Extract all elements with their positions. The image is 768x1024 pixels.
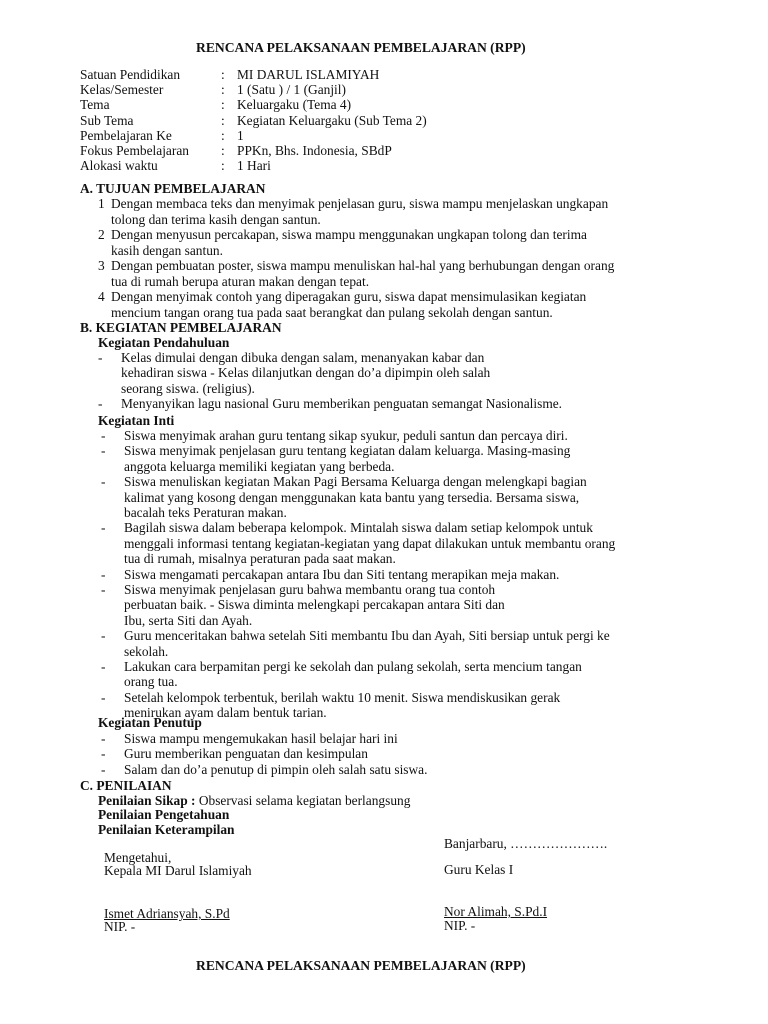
objective-line: Dengan menyimak contoh yang diperagakan guru, siswa dapat mensimulasikan kegiatan [111, 289, 587, 304]
list-item-line: kehadiran siswa - Kelas dilanjutkan dengan do’a dipimpin oleh salah [121, 365, 491, 381]
bullet-dash: - [101, 443, 106, 459]
signature-right-role: Guru Kelas I [444, 862, 514, 877]
bullet-dash: - [101, 566, 106, 582]
identity-separator: : [221, 97, 225, 113]
identity-label: Satuan Pendidikan [80, 67, 181, 82]
list-item-line: Siswa menyimak penjelasan guru tentang kegiatan dalam keluarga. Masing-masing [124, 443, 571, 459]
list-item-line: Kelas dimulai dengan dibuka dengan salam, menanyakan kabar dan [121, 350, 485, 365]
list-item-line: anggota keluarga memiliki kegiatan yang berbeda. [124, 458, 395, 474]
identity-label: Pembelajaran Ke [80, 127, 172, 143]
bullet-dash: - [101, 628, 106, 644]
identity-value: PPKn, Bhs. Indonesia, SBdP [237, 143, 392, 158]
identity-separator: : [221, 112, 225, 128]
pendahuluan-heading: Kegiatan Pendahuluan [98, 335, 230, 350]
objective-line: Dengan membaca teks dan menyimak penjelasan guru, siswa mampu menjelaskan ungkapan [111, 196, 609, 211]
identity-value: Kegiatan Keluargaku (Sub Tema 2) [237, 112, 427, 128]
bullet-dash: - [101, 731, 106, 746]
penutup-heading: Kegiatan Penutup [98, 715, 202, 730]
identity-label: Fokus Pembelajaran [80, 143, 189, 158]
list-item-line: Guru memberikan penguatan dan kesimpulan [124, 746, 368, 762]
identity-value: 1 [237, 127, 244, 143]
identity-separator: : [221, 127, 225, 143]
bullet-dash: - [101, 474, 106, 490]
list-item-line: tua di rumah, misalnya peraturan pada saat makan. [124, 551, 396, 567]
list-item-line: Lakukan cara berpamitan pergi ke sekolah dan pulang sekolah, serta mencium tangan [124, 659, 582, 674]
list-item-line: Ibu, serta Siti dan Ayah. [124, 612, 253, 628]
list-item-line: Siswa mampu mengemukakan hasil belajar hari ini [124, 731, 398, 746]
identity-label: Sub Tema [80, 112, 134, 128]
penilaian-keterampilan: Penilaian Keterampilan [98, 822, 235, 837]
identity-separator: : [221, 158, 225, 174]
objective-line: Dengan pembuatan poster, siswa mampu menuliskan hal-hal yang berhubungan dengan orang [111, 258, 615, 273]
objective-number: 1 [98, 196, 105, 211]
signature-right-nip: NIP. - [444, 918, 476, 933]
objective-line: Dengan menyusun percakapan, siswa mampu menggunakan ungkapan tolong dan terima [111, 227, 587, 242]
objective-number: 2 [98, 227, 105, 242]
penilaian-sikap-label: Penilaian Sikap : [98, 793, 196, 808]
bullet-dash: - [101, 746, 106, 762]
identity-label: Alokasi waktu [80, 158, 158, 174]
identity-separator: : [221, 67, 225, 82]
signature-left-line1: Mengetahui, [104, 850, 172, 865]
section-c-heading: C. PENILAIAN [80, 778, 172, 793]
list-item-line: seorang siswa. (religius). [121, 380, 255, 396]
signature-left-name: Ismet Adriansyah, S.Pd [104, 906, 230, 921]
list-item-line: Menyanyikan lagu nasional Guru memberikan penguatan semangat Nasionalisme. [121, 396, 563, 412]
signature-left-line2: Kepala MI Darul Islamiyah [104, 863, 252, 878]
identity-label: Kelas/Semester [80, 82, 164, 98]
identity-value: 1 Hari [237, 158, 271, 174]
penilaian-sikap [98, 793, 410, 808]
identity-value: MI DARUL ISLAMIYAH [237, 67, 380, 82]
identity-label: Tema [80, 97, 110, 113]
list-item-line: kalimat yang kosong dengan menggunakan kata bantu yang tersedia. Bersama siswa, [124, 489, 580, 505]
bullet-dash: - [101, 689, 106, 705]
bullet-dash: - [101, 428, 106, 443]
list-item-line: perbuatan baik. - Siswa diminta melengkapi percakapan antara Siti dan [124, 597, 505, 613]
list-item-line: orang tua. [124, 674, 178, 690]
bullet-dash: - [101, 761, 106, 777]
list-item-line: sekolah. [124, 643, 169, 659]
objective-line: mencium tangan orang tua pada saat berangkat dan pulang sekolah dengan santun. [111, 304, 553, 320]
section-a-heading: A. TUJUAN PEMBELAJARAN [80, 181, 266, 196]
identity-value: 1 (Satu ) / 1 (Ganjil) [237, 82, 346, 98]
objective-line: tua di rumah berupa aturan makan dengan tepat. [111, 273, 370, 289]
penilaian-sikap-value: Observasi selama kegiatan berlangsung [195, 793, 411, 808]
list-item-line: Setelah kelompok terbentuk, berilah waktu 10 menit. Siswa mendiskusikan gerak [124, 689, 561, 705]
list-item-line: menggali informasi tentang kegiatan-kegiatan yang dapat dilakukan untuk membantu orang [124, 535, 616, 551]
bullet-dash: - [98, 350, 103, 365]
objective-line: tolong dan terima kasih dengan santun. [111, 211, 321, 227]
list-item-line: menirukan ayam dalam bentuk tarian. [124, 705, 327, 721]
objective-number: 3 [98, 258, 105, 273]
section-b-heading: B. KEGIATAN PEMBELAJARAN [80, 320, 282, 335]
list-item-line: Salam dan do’a penutup di pimpin oleh salah satu siswa. [124, 761, 428, 777]
objective-line: kasih dengan santun. [111, 242, 223, 258]
bullet-dash: - [101, 520, 106, 536]
list-item-line: bacalah teks Peraturan makan. [124, 505, 287, 520]
signature-right-name: Nor Alimah, S.Pd.I [444, 904, 548, 919]
page-title: RENCANA PELAKSANAAN PEMBELAJARAN (RPP) [196, 40, 526, 55]
bullet-dash: - [101, 659, 106, 674]
inti-heading: Kegiatan Inti [98, 413, 175, 428]
list-item-line: Siswa menyimak penjelasan guru bahwa membantu orang tua contoh [124, 582, 496, 597]
bullet-dash: - [101, 582, 106, 597]
objective-number: 4 [98, 289, 105, 304]
identity-value: Keluargaku (Tema 4) [237, 97, 352, 113]
footer-title: RENCANA PELAKSANAAN PEMBELAJARAN (RPP) [196, 958, 526, 973]
list-item-line: Bagilah siswa dalam beberapa kelompok. Mintalah siswa dalam setiap kelompok untuk [124, 520, 593, 536]
identity-separator: : [221, 143, 225, 158]
bullet-dash: - [98, 396, 103, 412]
penilaian-pengetahuan: Penilaian Pengetahuan [98, 807, 230, 822]
signature-left-nip: NIP. - [104, 919, 136, 934]
list-item-line: Siswa menyimak arahan guru tentang sikap syukur, peduli santun dan percaya diri. [124, 428, 568, 443]
place-date: Banjarbaru, …………………. [444, 836, 608, 851]
list-item-line: Siswa mengamati percakapan antara Ibu dan Siti tentang merapikan meja makan. [124, 566, 560, 582]
identity-separator: : [221, 82, 225, 98]
list-item-line: Siswa menuliskan kegiatan Makan Pagi Bersama Keluarga dengan melengkapi bagian [124, 474, 587, 490]
list-item-line: Guru menceritakan bahwa setelah Siti membantu Ibu dan Ayah, Siti bersiap untuk pergi ke [124, 628, 610, 644]
